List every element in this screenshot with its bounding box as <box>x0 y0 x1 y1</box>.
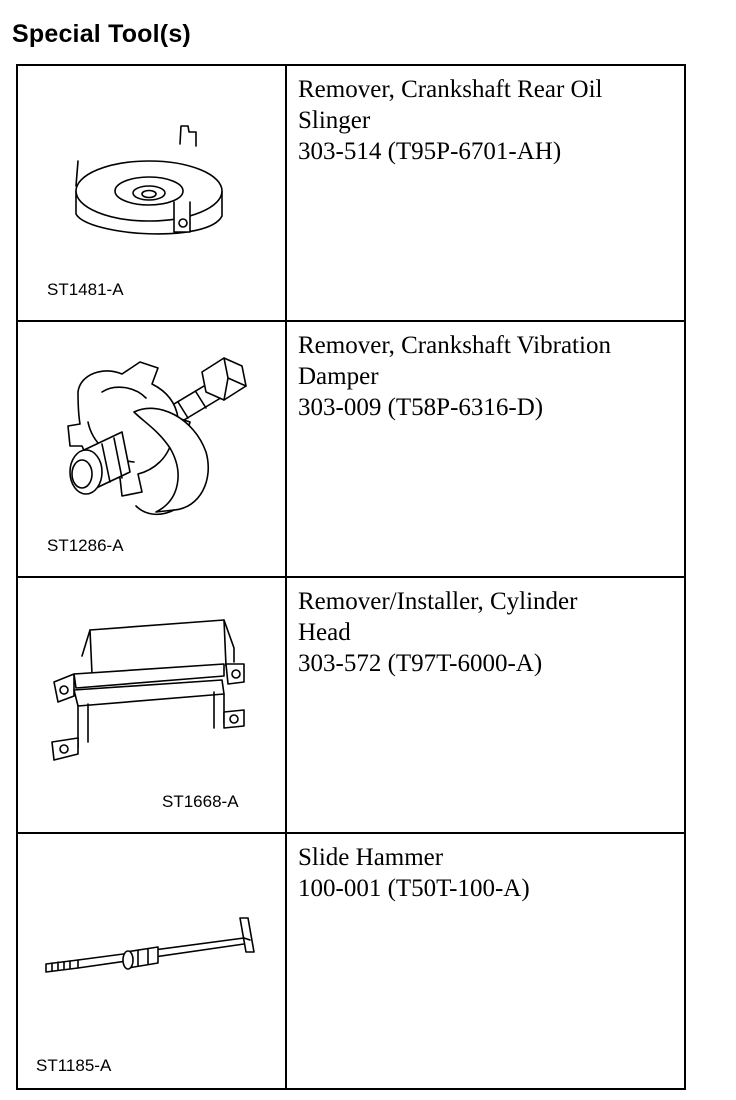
tool-row-oil-slinger-remover <box>17 65 685 321</box>
tool-figure-cell <box>17 577 286 833</box>
tool-figure-cell <box>17 833 286 1089</box>
tool-name-line: Slide Hammer <box>298 844 444 871</box>
tool-row-vibration-damper-remover <box>17 321 685 577</box>
tool-description-cell <box>286 321 685 577</box>
figure-code: ST1481-A <box>47 280 124 299</box>
tool-name-line: Remover/Installer, Cylinder <box>298 588 578 615</box>
tool-description-cell <box>286 577 685 833</box>
tool-figure-cell <box>17 65 286 321</box>
page-heading: Special Tool(s) <box>12 20 191 48</box>
cylinder-head-bracket-icon <box>18 578 287 832</box>
tool-row-slide-hammer <box>17 833 685 1089</box>
tool-row-cylinder-head-remover-installer <box>17 577 685 833</box>
tool-description-cell <box>286 65 685 321</box>
special-tools-table <box>16 64 686 1090</box>
tool-name-line: Damper <box>298 363 379 390</box>
tool-name-line: Remover, Crankshaft Rear Oil <box>298 76 603 103</box>
figure-code: ST1286-A <box>47 536 124 555</box>
tool-part-number: 303-009 (T58P-6316-D) <box>298 394 544 421</box>
tool-name-line: Slinger <box>298 107 371 134</box>
tool-name-line: Remover, Crankshaft Vibration <box>298 332 611 359</box>
tool-figure-cell <box>17 321 286 577</box>
figure-code: ST1668-A <box>162 792 239 811</box>
tool-part-number: 100-001 (T50T-100-A) <box>298 875 530 902</box>
tool-part-number: 303-514 (T95P-6701-AH) <box>298 138 562 165</box>
tool-description-cell <box>286 833 685 1089</box>
tool-name-line: Head <box>298 619 351 646</box>
tool-part-number: 303-572 (T97T-6000-A) <box>298 650 543 677</box>
slide-hammer-icon <box>18 834 287 1088</box>
figure-code: ST1185-A <box>36 1056 112 1075</box>
